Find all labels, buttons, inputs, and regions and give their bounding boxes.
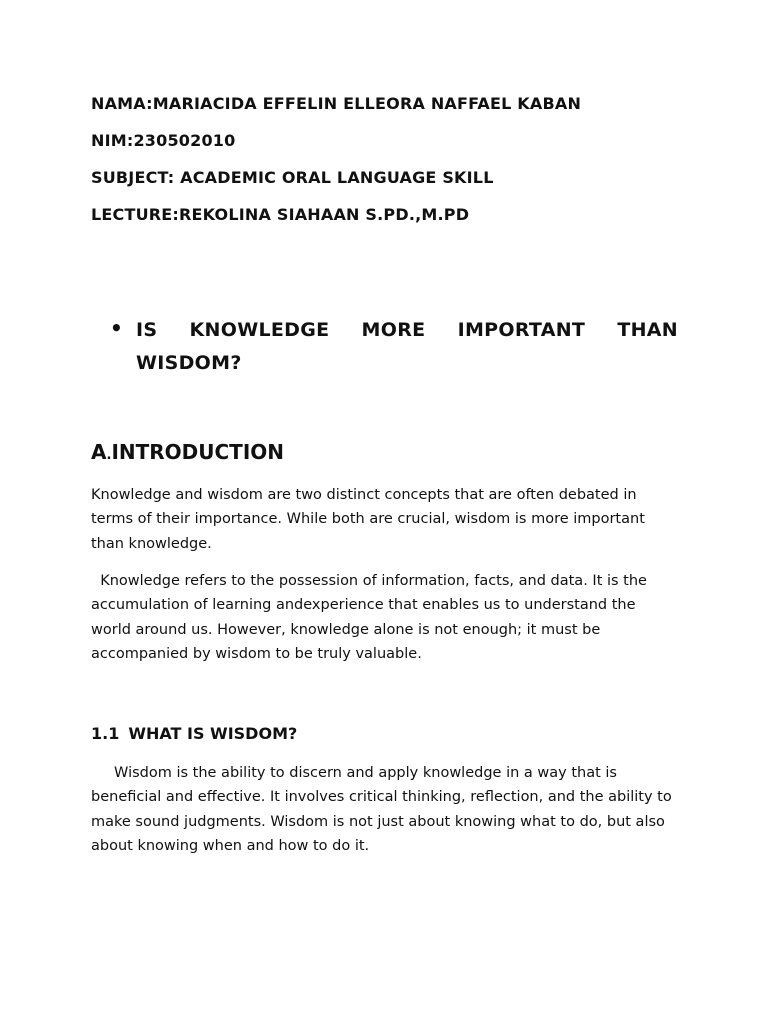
wisdom-paragraph bbox=[91, 761, 691, 858]
paragraph-line: accumulation of learning andexperience that enables us to understand the bbox=[91, 597, 636, 614]
paragraph-line: make sound judgments. Wisdom is not just about knowing what to do, but also bbox=[91, 813, 665, 830]
bullet-icon: • bbox=[110, 316, 123, 340]
paragraph-line: world around us. However, knowledge alone is not enough; it must be bbox=[91, 621, 601, 638]
student-nim-line: NIM:230502010 bbox=[91, 131, 236, 150]
student-name-line: NAMA:MARIACIDA EFFELIN ELLEORA NAFFAEL KABAN bbox=[91, 94, 582, 113]
introduction-paragraph-2 bbox=[91, 569, 691, 666]
paragraph-line: beneficial and effective. It involves critical thinking, reflection, and the ability to bbox=[91, 789, 672, 806]
paragraph-line: Knowledge and wisdom are two distinct concepts that are often debated in bbox=[91, 487, 637, 503]
subsection-number: 1.1 bbox=[91, 724, 120, 743]
introduction-paragraph-1 bbox=[91, 483, 691, 556]
introduction-heading bbox=[91, 440, 284, 464]
subject-line: SUBJECT: ACADEMIC ORAL LANGUAGE SKILL bbox=[91, 168, 494, 187]
paragraph-line: Knowledge refers to the possession of information, facts, and data. It is the bbox=[91, 573, 647, 589]
paragraph-line: terms of their importance. While both are crucial, wisdom is more important bbox=[91, 511, 645, 528]
paragraph-line: than knowledge. bbox=[91, 535, 212, 552]
wisdom-subheading bbox=[91, 724, 297, 743]
introduction-letter: A bbox=[91, 440, 107, 464]
subsection-title: WHAT IS WISDOM? bbox=[128, 724, 298, 743]
paragraph-line: about knowing when and how to do it. bbox=[91, 837, 370, 854]
question-text: IS KNOWLEDGE MORE IMPORTANT THAN WISDOM? bbox=[136, 319, 678, 374]
paragraph-line: Wisdom is the ability to discern and apply knowledge in a way that is bbox=[91, 765, 617, 781]
lecturer-line: LECTURE:REKOLINA SIAHAAN S.PD.,M.PD bbox=[91, 205, 470, 224]
introduction-title: INTRODUCTION bbox=[111, 440, 285, 464]
paragraph-line: accompanied by wisdom to be truly valuable. bbox=[91, 645, 422, 662]
introduction-dot: . bbox=[106, 448, 112, 463]
